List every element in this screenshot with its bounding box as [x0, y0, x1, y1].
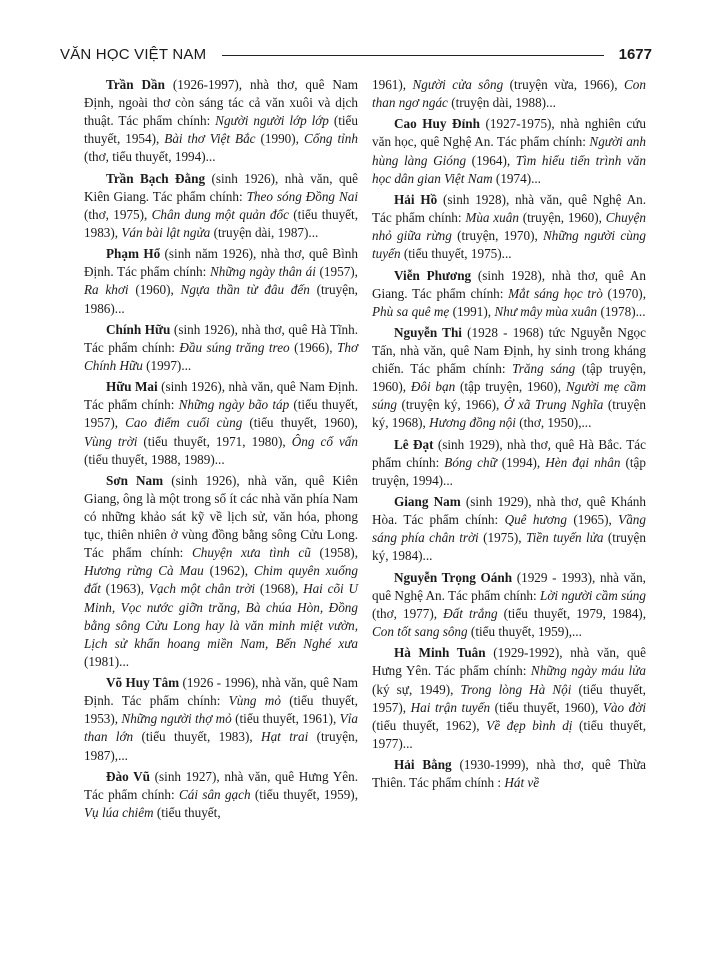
- work-title: Về đẹp bình dị: [486, 717, 573, 733]
- work-title: Người cửa sông: [412, 77, 504, 92]
- header-title: VĂN HỌC VIỆT NAM: [60, 46, 207, 63]
- author-name: Cao Huy Đỉnh: [394, 116, 480, 132]
- entry-text: (tiểu thuyết, 1959),: [250, 786, 358, 802]
- entry-text: (sinh 1928), nhà văn, quê Nghệ An. Tác phẩm chính:: [372, 191, 646, 226]
- entry-text: (1926-1997), nhà thơ, quê Nam Định, ngoài thơ còn sáng tác cả văn xuôi và dịch thuật. Tác phẩm chính:: [84, 77, 358, 129]
- author-name: Phạm Hổ: [106, 246, 161, 262]
- entry-text: (truyện, 1987),...: [84, 729, 358, 763]
- author-entry: [372, 191, 646, 263]
- work-title: Tiền tuyến lửa: [525, 530, 604, 546]
- work-title: Vạch một chân trời: [148, 581, 256, 597]
- entry-text: (tiểu thuyết,: [153, 804, 221, 820]
- entry-text: (tiểu thuyết, 1979, 1984),: [497, 605, 647, 621]
- left-column: [84, 76, 358, 825]
- author-name: Hải Hồ: [394, 191, 438, 207]
- author-entry: [372, 756, 646, 792]
- author-name: Trần Dần: [106, 77, 165, 92]
- running-header: [60, 44, 652, 66]
- entry-text: (truyện dài, 1988)...: [447, 95, 556, 111]
- work-title: Vào đời: [602, 699, 646, 715]
- entry-text: (1929-1992), nhà văn, quê Hưng Yên. Tác phẩm chính:: [372, 645, 646, 679]
- work-title: Quê hương: [504, 512, 567, 528]
- work-title: Hai cõi U Minh, Vọc nước giỡn trăng, Bà chúa Hòn, Đồng bằng sông Cửu Long hay là văn minh miệt vườn, Lịch sử khẩn hoang miền Nam, Bến Nghé xưa: [84, 581, 358, 651]
- author-entry: [84, 245, 358, 317]
- author-entry: [372, 436, 646, 490]
- work-title: Hương đồng nội: [429, 415, 516, 431]
- entry-text: (tiểu thuyết, 1953),: [84, 693, 358, 727]
- author-name: Võ Huy Tâm: [106, 675, 180, 691]
- work-title: Hèn đại nhân: [545, 454, 621, 470]
- work-title: Bài thơ Việt Bắc: [164, 131, 256, 147]
- author-name: Lê Đạt: [394, 436, 434, 452]
- work-title: Vầng sáng phía chân trời: [372, 512, 646, 546]
- work-title: Cái sân gạch: [178, 786, 251, 802]
- entry-text: (truyện, 1970),: [451, 228, 543, 244]
- work-title: Mùa xuân: [465, 210, 519, 226]
- entry-text: (1966),: [289, 339, 338, 355]
- work-title: Những ngày bão táp: [178, 397, 290, 413]
- author-entry: [84, 768, 358, 822]
- author-name: Nguyễn Trọng Oánh: [394, 569, 513, 585]
- entry-text: (tập truyện, 1960),: [372, 361, 647, 395]
- work-title: Ván bài lật ngửa: [121, 224, 211, 240]
- work-title: Những ngày máu lửa: [530, 663, 646, 679]
- author-name: Nguyễn Thi: [394, 324, 462, 340]
- author-name: Giang Nam: [394, 494, 461, 510]
- work-title: Hai trận tuyến: [410, 699, 491, 715]
- work-title: Lời người cầm súng: [540, 587, 646, 603]
- entry-text: (sinh 1927), nhà văn, quê Hưng Yên. Tác phẩm chính:: [84, 768, 358, 802]
- work-title: Phù sa quê mẹ: [372, 303, 450, 319]
- work-title: Đầu súng trăng treo: [179, 339, 290, 355]
- entry-text: (1962),: [203, 563, 254, 579]
- work-title: Vụ lúa chiêm: [84, 804, 154, 820]
- entry-text: (1991),: [449, 303, 495, 319]
- work-title: Ra khơi: [84, 282, 129, 298]
- entry-text: (tập truyện, 1960),: [455, 379, 566, 395]
- author-entry: [84, 170, 358, 242]
- author-entry: [84, 472, 358, 671]
- entry-text: (tiểu thuyết, 1971, 1980),: [137, 433, 292, 449]
- entry-text: (ký sự, 1949),: [372, 681, 461, 697]
- author-entry: [84, 76, 358, 166]
- entry-text: (tiểu thuyết, 1983),: [133, 729, 262, 745]
- work-title: Vùng trời: [84, 433, 138, 449]
- entry-text: (1928 - 1968) tức Nguyễn Ngọc Tấn, nhà văn, quê Nam Định, hy sinh trong kháng chiến. Tác phẩm chính:: [372, 324, 647, 377]
- entry-text: (truyện ký, 1968),: [372, 397, 646, 431]
- work-title: Chim quyên xuống đất: [84, 563, 358, 597]
- author-entry: [372, 493, 646, 565]
- work-title: Người người lớp lớp: [215, 113, 329, 129]
- entry-text: (sinh 1929), nhà thơ, quê Hà Bắc. Tác phẩm chính:: [372, 436, 646, 470]
- entry-text: 1961),: [372, 77, 413, 92]
- entry-text: (1974)...: [492, 170, 541, 186]
- entry-text: (1968),: [255, 581, 304, 597]
- entry-text: (thơ, 1950),...: [515, 415, 592, 431]
- entry-text: (1981)...: [84, 653, 130, 669]
- entry-text: (1957),: [315, 264, 358, 280]
- entry-text: (truyện, 1960),: [518, 210, 606, 226]
- entry-text: (truyện vừa, 1966),: [503, 77, 624, 92]
- entry-text: (thơ, 1977),: [372, 605, 444, 621]
- work-title: Chuyện nhỏ giữa rừng: [372, 210, 646, 244]
- author-entry: [372, 267, 646, 321]
- entry-text: (sinh 1929), nhà thơ, quê Khánh Hòa. Tác phẩm chính:: [372, 494, 646, 528]
- work-title: Ngựa thần từ đâu đến: [180, 282, 310, 298]
- author-name: Chính Hữu: [106, 321, 171, 337]
- work-title: Như mây mùa xuân: [494, 303, 598, 319]
- entry-text: (sinh 1926), nhà văn, quê Nam Định. Tác phẩm chính:: [84, 379, 358, 413]
- author-entry: [372, 569, 646, 641]
- work-title: Vùng mỏ: [228, 693, 281, 709]
- entry-text: (1978)...: [597, 303, 646, 319]
- entry-text: (1963),: [100, 581, 149, 597]
- entry-text: (sinh năm 1926), nhà thơ, quê Bình Định. Tác phẩm chính:: [84, 246, 358, 280]
- work-title: Những ngày thân ái: [209, 264, 316, 280]
- entry-text: (1930-1999), nhà thơ, quê Thừa Thiên. Tác phẩm chính :: [372, 757, 646, 791]
- work-title: Cổng tỉnh: [303, 131, 358, 147]
- entry-text: (1960),: [128, 282, 181, 298]
- entry-text: (sinh 1926), nhà thơ, quê Hà Tĩnh. Tác phẩm chính:: [84, 321, 358, 355]
- entry-text: (1929 - 1993), nhà văn, quê Nghệ An. Tác phẩm chính:: [372, 569, 646, 603]
- work-title: Thơ Chính Hữu: [84, 339, 358, 373]
- work-title: Mắt sáng học trò: [508, 285, 603, 301]
- author-entry: [372, 644, 646, 753]
- author-name: Sơn Nam: [106, 472, 164, 488]
- work-title: Chân dung một quản đốc: [151, 206, 289, 222]
- author-entry: [372, 76, 646, 112]
- entry-text: (1975),: [478, 530, 526, 546]
- author-entry: [84, 321, 358, 375]
- work-title: Hạt trai: [261, 729, 309, 745]
- author-entry: [84, 378, 358, 468]
- header-rule: [222, 55, 604, 56]
- entry-text: (tiểu thuyết, 1975)...: [400, 246, 512, 262]
- work-title: Con tốt sang sông: [372, 624, 468, 640]
- author-name: Trần Bạch Đằng: [106, 170, 206, 186]
- entry-text: (tiểu thuyết, 1983),: [84, 206, 358, 240]
- entry-text: (tiểu thuyết, 1988, 1989)...: [84, 451, 225, 467]
- entry-text: (sinh 1928), nhà thơ, quê An Giang. Tác phẩm chính:: [372, 267, 646, 301]
- entry-text: (sinh 1926), nhà văn, quê Kiên Giang, ông là một trong số ít các nhà văn phía Nam có những khảo sát kỹ về lịch sử, văn hóa, phong tục, thiên nhiên ở vùng đồng bằng sông Cửu Long. Tác phẩm chính:: [84, 472, 358, 561]
- work-title: Con than ngơ ngác: [372, 77, 646, 111]
- work-title: Tìm hiểu tiến trình văn học dân gian Việt Nam: [372, 152, 646, 186]
- entry-text: (tập truyện, 1994)...: [372, 454, 646, 488]
- entry-text: (sinh 1926), nhà văn, quê Kiên Giang. Tác phẩm chính:: [84, 170, 358, 204]
- author-entry: [372, 324, 646, 433]
- work-title: Theo sóng Đồng Nai: [246, 188, 358, 204]
- entry-text: (tiểu thuyết, 1961),: [231, 711, 340, 727]
- work-title: Người mẹ cầm súng: [372, 379, 646, 413]
- entry-text: (tiểu thuyết, 1962),: [372, 717, 487, 733]
- entry-text: (1965),: [566, 512, 619, 528]
- entry-text: (1964),: [466, 152, 516, 168]
- entry-text: (tiểu thuyết, 1977)...: [372, 717, 646, 751]
- entry-text: (thơ, 1975),: [84, 206, 152, 222]
- entry-text: (1927-1975), nhà nghiên cứu văn học, quê Nghệ An. Tác phẩm chính:: [372, 116, 646, 150]
- entry-text: (1958),: [310, 545, 358, 561]
- entry-text: (1997)...: [142, 357, 192, 373]
- entry-text: (1994),: [496, 454, 546, 470]
- author-name: Viễn Phương: [394, 267, 472, 283]
- author-name: Đào Vũ: [106, 768, 150, 784]
- work-title: Trong lòng Hà Nội: [460, 681, 572, 697]
- entry-text: (truyện ký, 1984)...: [372, 530, 646, 564]
- entry-text: (1926 - 1996), nhà văn, quê Nam Định. Tác phẩm chính:: [84, 675, 358, 709]
- work-title: Ở xã Trung Nghĩa: [503, 397, 604, 413]
- author-name: Hải Bằng: [394, 757, 452, 773]
- work-title: Cao điểm cuối cùng: [125, 415, 243, 431]
- author-name: Hữu Mai: [106, 379, 158, 395]
- entry-text: (tiểu thuyết, 1960),: [490, 699, 603, 715]
- right-column: [372, 76, 646, 795]
- work-title: Ông cố vấn: [291, 433, 358, 449]
- author-entry: [84, 674, 358, 764]
- work-title: Những người cùng tuyến: [372, 228, 646, 262]
- entry-text: (thơ, tiểu thuyết, 1994)...: [84, 149, 216, 165]
- entry-text: (tiểu thuyết, 1959),...: [467, 624, 582, 640]
- author-name: Hà Minh Tuân: [394, 645, 486, 661]
- work-title: Đôi bạn: [410, 379, 456, 395]
- entry-text: (truyện dài, 1987)...: [210, 224, 319, 240]
- entry-text: (tiểu thuyết, 1957),: [84, 397, 358, 431]
- work-title: Đất trắng: [443, 605, 498, 621]
- work-title: Trăng sáng: [512, 361, 576, 377]
- entry-text: (truyện, 1986)...: [84, 282, 358, 316]
- entry-text: (tiểu thuyết, 1957),: [372, 681, 646, 715]
- work-title: Hát về: [504, 775, 540, 791]
- work-title: Bóng chữ: [444, 454, 497, 470]
- work-title: Chuyện xưa tình cũ: [192, 545, 311, 561]
- entry-text: (1990),: [255, 131, 304, 147]
- entry-text: (tiểu thuyết, 1960),: [242, 415, 358, 431]
- entry-text: (1970),: [602, 285, 646, 301]
- work-title: Hương rừng Cà Mau: [84, 563, 204, 579]
- entry-text: (tiểu thuyết, 1954),: [84, 113, 358, 147]
- work-title: Những người thợ mỏ: [121, 711, 232, 727]
- work-title: Vỉa than lớn: [84, 711, 358, 745]
- author-entry: [372, 115, 646, 187]
- work-title: Người anh hùng làng Gióng: [372, 134, 646, 168]
- entry-text: (truyện ký, 1966),: [396, 397, 504, 413]
- page-number: 1677: [618, 46, 652, 63]
